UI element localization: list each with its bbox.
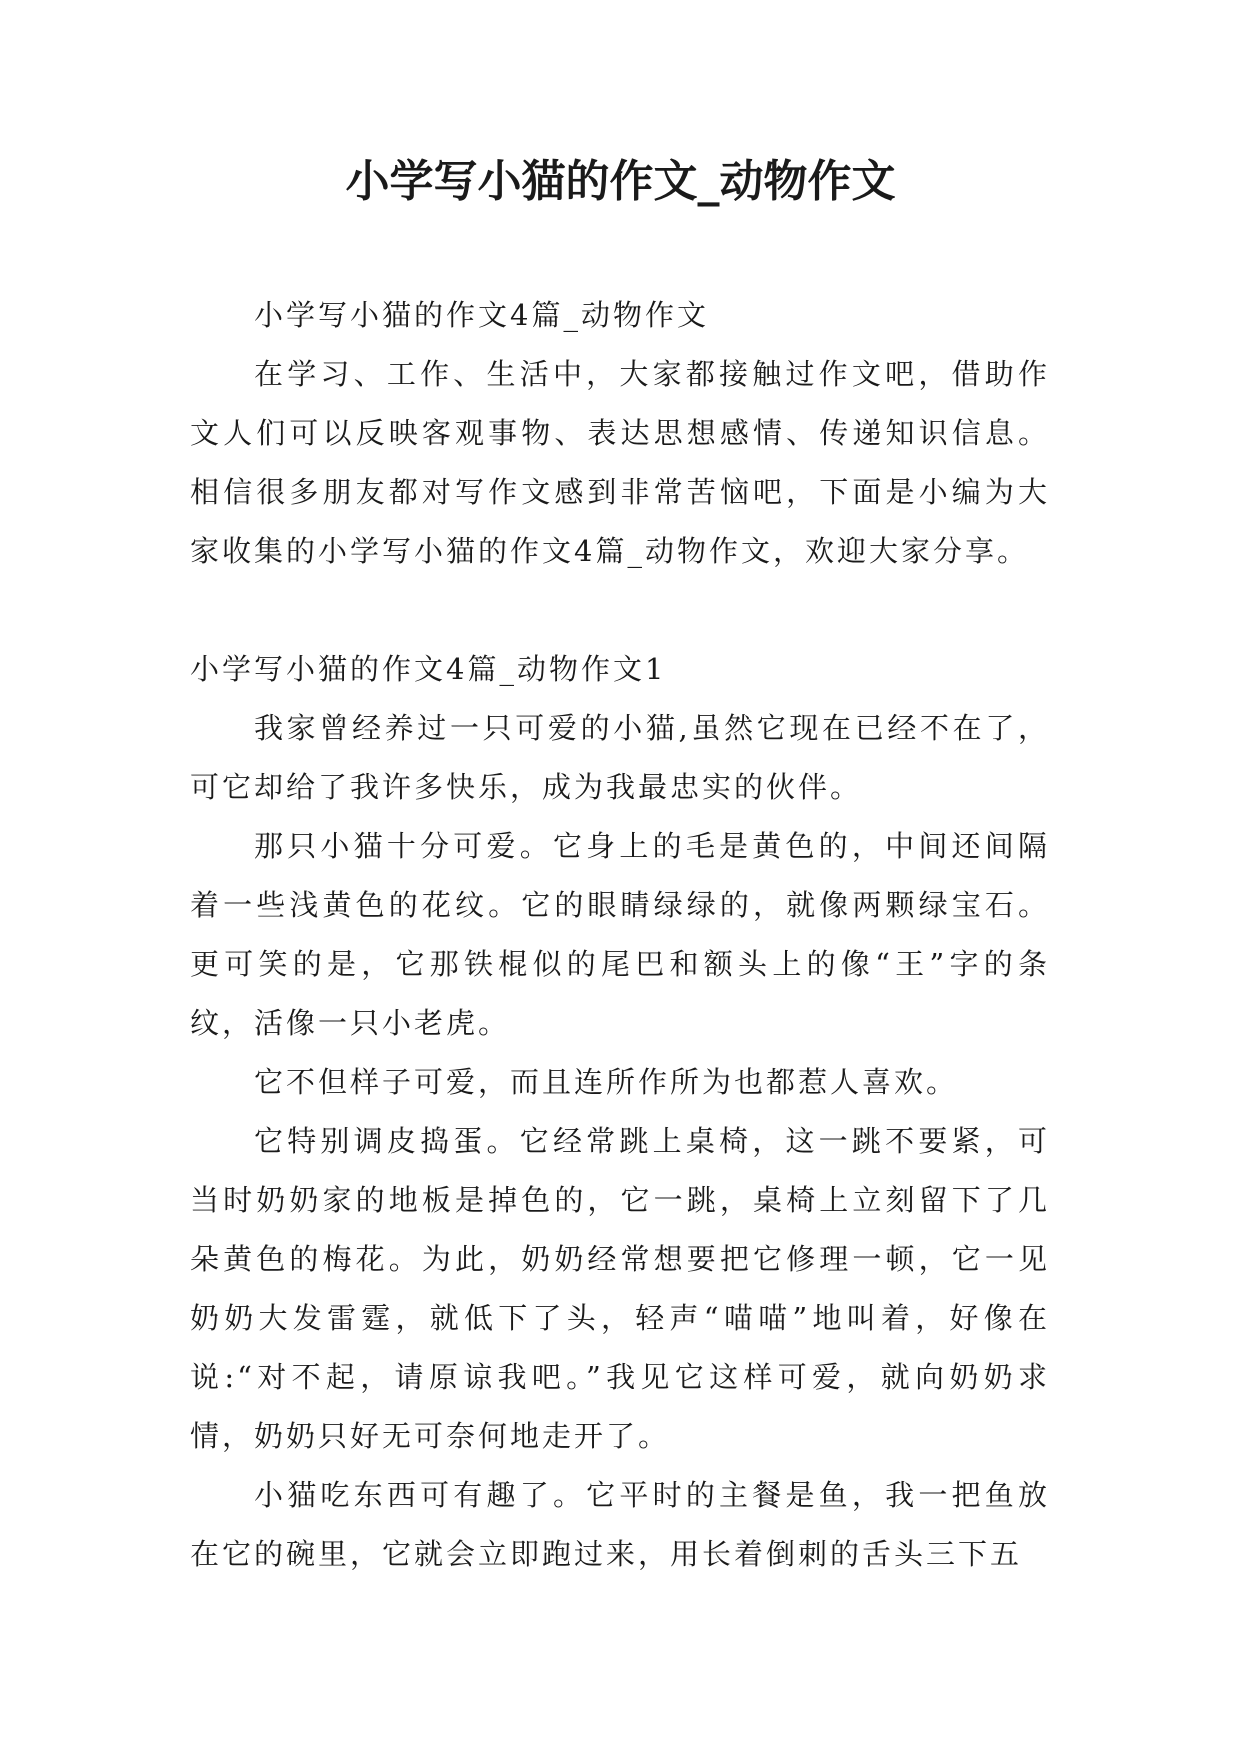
body-paragraph: 它不但样子可爱，而且连所作所为也都惹人喜欢。: [254, 1065, 959, 1099]
section-heading: 小学写小猫的作文4篇_动物作文1: [190, 652, 667, 686]
section-spacer: [190, 581, 1050, 640]
body-paragraph: 我家曾经养过一只可爱的小猫,虽然它现在已经不在了，可它却给了我许多快乐，成为我最忠实的伙伴。: [190, 711, 1050, 804]
body-paragraph: 它特别调皮捣蛋。它经常跳上桌椅，这一跳不要紧，可当时奶奶家的地板是掉色的，它一跳，桌椅上立刻留下了几朵黄色的梅花。为此，奶奶经常想要把它修理一顿，它一见奶奶大发雷霆，就低下了头，轻声“喵喵”地叫着，好像在说:“对不起，请原谅我吧。”我见它这样可爱，就向奶奶求情，奶奶只好无可奈何地走开了。: [190, 1124, 1050, 1453]
intro-subtitle: 小学写小猫的作文4篇_动物作文: [254, 298, 709, 332]
body-paragraph: 小猫吃东西可有趣了。它平时的主餐是鱼，我一把鱼放在它的碗里，它就会立即跑过来，用长着倒刺的舌头三下五: [190, 1478, 1050, 1571]
document-body: [190, 286, 1050, 1584]
body-paragraph: 那只小猫十分可爱。它身上的毛是黄色的，中间还间隔着一些浅黄色的花纹。它的眼睛绿绿的，就像两颗绿宝石。更可笑的是，它那铁棍似的尾巴和额头上的像“王”字的条纹，活像一只小老虎。: [190, 829, 1050, 1040]
intro-paragraph: 在学习、工作、生活中，大家都接触过作文吧，借助作文人们可以反映客观事物、表达思想感情、传递知识信息。相信很多朋友都对写作文感到非常苦恼吧，下面是小编为大家收集的小学写小猫的作文4篇_动物作文，欢迎大家分享。: [190, 357, 1050, 568]
document-title: 小学写小猫的作文_动物作文: [345, 156, 896, 207]
